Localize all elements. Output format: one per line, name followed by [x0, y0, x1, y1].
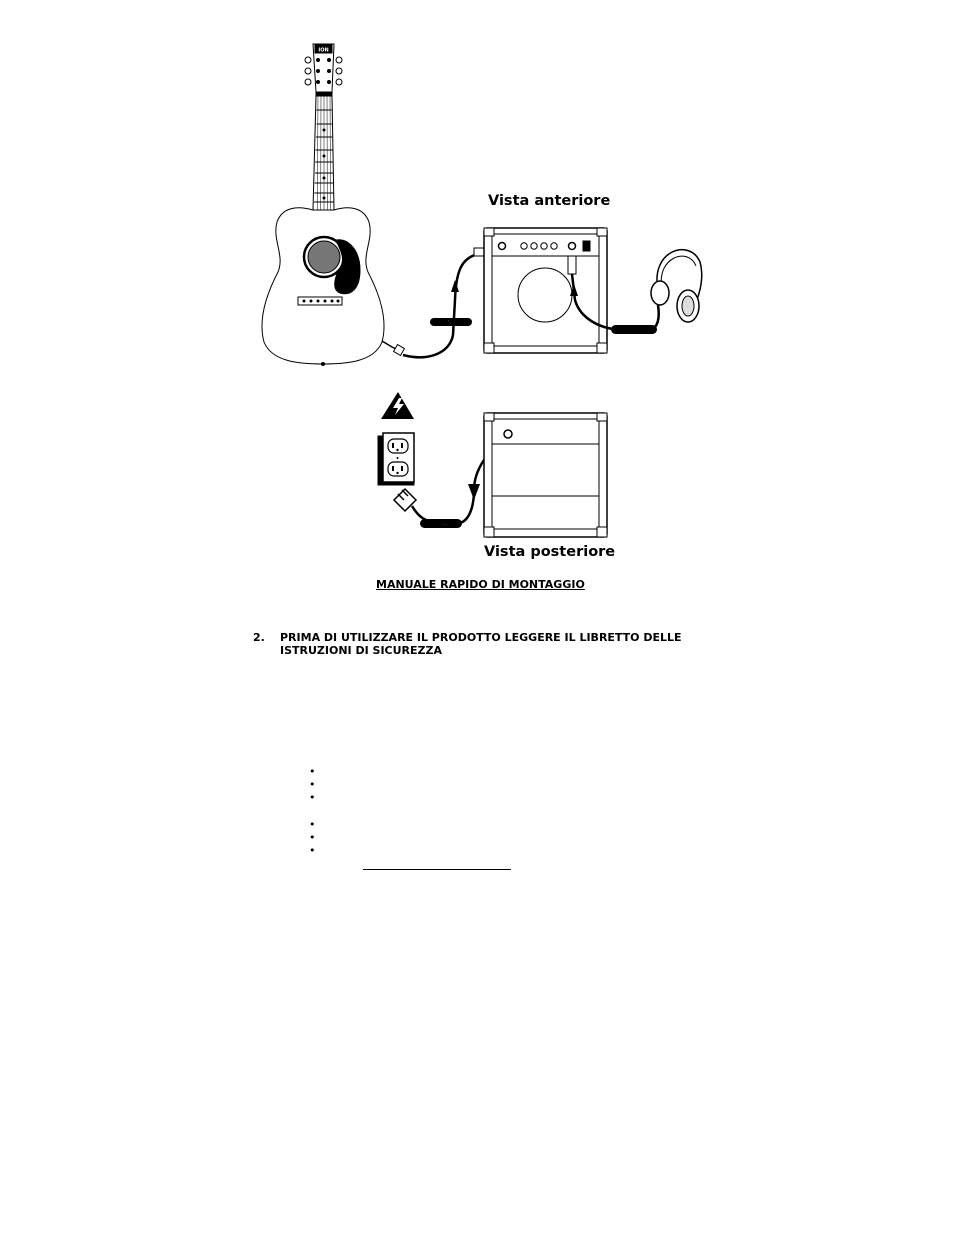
- underline-rule: [363, 869, 511, 870]
- front-view-title: Vista anteriore: [488, 193, 611, 209]
- rear-view-title: Vista posteriore: [484, 544, 616, 560]
- to-input-label: TO INPUT: [436, 320, 463, 326]
- setup-diagram: [0, 0, 954, 600]
- step-text: PRIMA DI UTILIZZARE IL PRODOTTO LEGGERE IL LIBRETTO DELLE ISTRUZIONI DI SICUREZZA: [280, 631, 682, 657]
- amp-front-illustration: [484, 228, 607, 353]
- wall-outlet-icon: [378, 433, 414, 485]
- guitar-illustration: [262, 44, 405, 366]
- bullet-marker: •: [309, 765, 316, 778]
- bullet-marker: •: [309, 831, 316, 844]
- guitar-brand-logo: ION: [318, 47, 329, 54]
- input-cable: [403, 248, 490, 357]
- section-heading[interactable]: MANUALE RAPIDO DI MONTAGGIO: [376, 578, 585, 591]
- step-number: 2.: [253, 631, 265, 644]
- bullet-marker: •: [309, 778, 316, 791]
- to-output-label: TO OUTPUT: [617, 327, 650, 334]
- bullet-marker: •: [309, 844, 316, 857]
- to-power-label: TO POWER: [425, 521, 456, 528]
- amp-rear-illustration: [484, 413, 607, 537]
- electrical-warning-icon: [381, 392, 414, 419]
- bullet-marker: •: [309, 791, 316, 804]
- bullet-marker: •: [309, 818, 316, 831]
